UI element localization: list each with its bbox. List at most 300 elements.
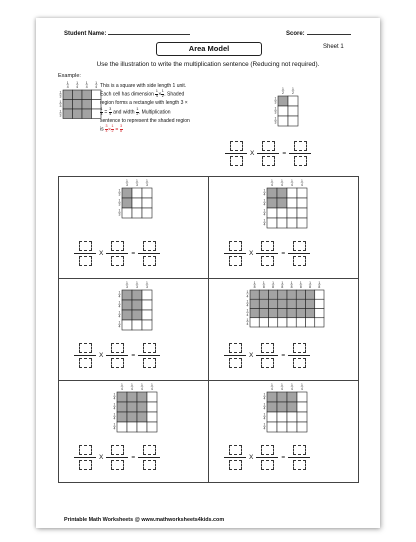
shaded-cell bbox=[267, 402, 277, 412]
row-fraction-label bbox=[118, 321, 121, 329]
grid-cell bbox=[147, 392, 157, 402]
grid-cell bbox=[297, 402, 307, 412]
svg-text:1: 1 bbox=[263, 412, 266, 417]
answer-blank[interactable] bbox=[143, 445, 156, 455]
grid-cell bbox=[296, 318, 305, 327]
column-fraction-label bbox=[263, 281, 266, 289]
row-fraction-label bbox=[246, 318, 249, 326]
svg-text:8: 8 bbox=[318, 285, 321, 290]
shaded-cell bbox=[287, 290, 296, 299]
shaded-cell bbox=[63, 109, 73, 119]
problem-3 bbox=[208, 176, 359, 279]
answer-blank[interactable] bbox=[229, 445, 242, 455]
shaded-cell bbox=[267, 392, 277, 402]
answer-blank[interactable] bbox=[111, 358, 124, 368]
grid-cell bbox=[287, 422, 297, 432]
svg-text:1: 1 bbox=[66, 81, 69, 85]
shaded-cell bbox=[287, 392, 297, 402]
row-fraction-label bbox=[246, 299, 249, 307]
svg-text:1: 1 bbox=[141, 383, 143, 387]
column-fraction-label bbox=[281, 281, 284, 289]
svg-text:1: 1 bbox=[263, 208, 266, 213]
grid-cell bbox=[287, 198, 297, 208]
svg-text:4: 4 bbox=[141, 387, 143, 392]
problem-6 bbox=[58, 380, 209, 483]
svg-text:1: 1 bbox=[309, 281, 312, 285]
svg-text:1: 1 bbox=[291, 179, 293, 183]
svg-text:1: 1 bbox=[263, 198, 266, 203]
svg-text:8: 8 bbox=[290, 285, 293, 290]
grid-cell bbox=[269, 318, 278, 327]
shaded-cell bbox=[73, 90, 83, 100]
svg-text:1: 1 bbox=[113, 402, 116, 407]
row-fraction-label bbox=[59, 100, 62, 108]
grid-cell bbox=[287, 218, 297, 228]
svg-text:1: 1 bbox=[272, 281, 275, 285]
column-fraction-label bbox=[281, 383, 284, 391]
svg-text:8: 8 bbox=[281, 285, 284, 290]
shaded-cell bbox=[287, 309, 296, 318]
shaded-cell bbox=[278, 299, 287, 308]
svg-text:1: 1 bbox=[253, 281, 256, 285]
svg-text:2: 2 bbox=[292, 91, 294, 96]
row-fraction-label bbox=[263, 189, 266, 197]
grid-cell bbox=[117, 422, 127, 432]
svg-text:4: 4 bbox=[76, 85, 79, 90]
grid-cell bbox=[287, 208, 297, 218]
row-fraction-label bbox=[263, 393, 266, 401]
svg-text:4: 4 bbox=[246, 294, 249, 299]
shaded-cell bbox=[306, 309, 315, 318]
shaded-cell bbox=[250, 309, 259, 318]
shaded-cell bbox=[287, 402, 297, 412]
shaded-cell bbox=[277, 198, 287, 208]
shaded-cell bbox=[296, 309, 305, 318]
svg-text:3: 3 bbox=[118, 192, 121, 197]
svg-text:1: 1 bbox=[59, 109, 62, 114]
grid-cell bbox=[259, 318, 268, 327]
grid-cell bbox=[142, 290, 152, 300]
answer-blank[interactable] bbox=[293, 358, 306, 368]
row-fraction-label bbox=[118, 301, 121, 309]
svg-text:1: 1 bbox=[263, 188, 266, 193]
svg-text:4: 4 bbox=[95, 85, 98, 90]
svg-text:1: 1 bbox=[318, 281, 321, 285]
score-field: Score: bbox=[286, 31, 351, 37]
grid-cell bbox=[142, 320, 152, 330]
column-fraction-label bbox=[126, 281, 129, 289]
answer-blank[interactable] bbox=[229, 343, 242, 353]
answer-blank[interactable] bbox=[79, 460, 92, 470]
answer-blank[interactable] bbox=[143, 256, 156, 266]
column-fraction-label bbox=[136, 281, 139, 289]
grid-cell bbox=[122, 320, 132, 330]
frac-cell-x: $\frac{1}{4}$ bbox=[155, 89, 158, 99]
svg-text:3: 3 bbox=[146, 285, 148, 290]
grid-cell bbox=[306, 318, 315, 327]
svg-text:3: 3 bbox=[274, 120, 277, 125]
svg-text:4: 4 bbox=[263, 212, 266, 217]
shaded-cell bbox=[250, 290, 259, 299]
example-grid bbox=[58, 81, 102, 133]
grid-cell bbox=[132, 198, 142, 208]
column-fraction-label bbox=[131, 383, 134, 391]
problem-2 bbox=[58, 176, 209, 279]
shaded-cell bbox=[132, 290, 142, 300]
shaded-cell bbox=[296, 299, 305, 308]
answer-blank[interactable] bbox=[79, 241, 92, 251]
svg-text:1: 1 bbox=[118, 208, 121, 213]
svg-text:1: 1 bbox=[263, 422, 266, 427]
student-name-field: Student Name: bbox=[64, 31, 190, 37]
svg-text:4: 4 bbox=[118, 304, 121, 309]
svg-text:1: 1 bbox=[246, 299, 249, 304]
problem-3-grid bbox=[255, 179, 315, 239]
grid-cell bbox=[132, 188, 142, 198]
column-fraction-label bbox=[141, 383, 144, 391]
svg-text:4: 4 bbox=[151, 387, 153, 392]
shaded-cell bbox=[122, 300, 132, 310]
grid-cell bbox=[122, 208, 132, 218]
shaded-cell bbox=[82, 90, 92, 100]
grid-cell bbox=[142, 188, 152, 198]
shaded-cell bbox=[122, 188, 132, 198]
shaded-cell bbox=[63, 100, 73, 110]
row-fraction-label bbox=[246, 309, 249, 317]
answer-blank[interactable] bbox=[79, 445, 92, 455]
svg-text:1: 1 bbox=[282, 87, 284, 91]
shaded-cell bbox=[259, 290, 268, 299]
grid-cell bbox=[297, 188, 307, 198]
svg-text:1: 1 bbox=[118, 320, 121, 325]
page-title: Area Model bbox=[156, 42, 262, 56]
svg-text:1: 1 bbox=[281, 383, 283, 387]
answer-blank[interactable] bbox=[230, 141, 243, 151]
column-fraction-label bbox=[136, 179, 139, 187]
grid-cell bbox=[297, 198, 307, 208]
svg-text:3: 3 bbox=[274, 100, 277, 105]
grid-cell bbox=[142, 300, 152, 310]
answer-blank[interactable] bbox=[143, 343, 156, 353]
column-fraction-label bbox=[76, 81, 79, 89]
grid-cell bbox=[315, 309, 324, 318]
svg-text:1: 1 bbox=[136, 281, 138, 285]
column-fraction-label bbox=[121, 383, 124, 391]
svg-text:4: 4 bbox=[118, 294, 121, 299]
answer-blank[interactable] bbox=[293, 460, 306, 470]
row-fraction-label bbox=[263, 209, 266, 217]
svg-text:3: 3 bbox=[136, 183, 138, 188]
problem-5-answer: X = bbox=[224, 343, 310, 368]
answer-blank[interactable] bbox=[229, 358, 242, 368]
grid-cell bbox=[277, 208, 287, 218]
shaded-cell bbox=[127, 392, 137, 402]
answer-blank[interactable] bbox=[143, 358, 156, 368]
grid-cell bbox=[287, 412, 297, 422]
shaded-cell bbox=[132, 310, 142, 320]
shaded-cell bbox=[259, 309, 268, 318]
svg-text:4: 4 bbox=[246, 312, 249, 317]
row-fraction-label bbox=[263, 403, 266, 411]
svg-text:4: 4 bbox=[246, 303, 249, 308]
grid-cell bbox=[267, 208, 277, 218]
answer-blank[interactable] bbox=[293, 256, 306, 266]
answer-blank[interactable] bbox=[111, 460, 124, 470]
row-fraction-label bbox=[274, 107, 277, 115]
example-explanation: This is a square with side length 1 unit. Each cell has dimension $\frac{1}{4}$ × $\frac{1}{2}$ . Shaded region forms a rectangle with length 3 × $\frac{1}{4}$ = $\frac{3}{4}$ and width $\frac{1}{2}$ . Multiplication sentence to represent the shaded region is $\frac{3}{4}$ × $\frac{1}{2}$ = $\frac{3}{8}$ bbox=[100, 83, 190, 134]
grid-cell bbox=[297, 208, 307, 218]
svg-text:8: 8 bbox=[253, 285, 256, 290]
score-line bbox=[307, 34, 351, 35]
svg-text:3: 3 bbox=[126, 183, 128, 188]
shaded-cell bbox=[127, 402, 137, 412]
row-fraction-label bbox=[263, 219, 266, 227]
grid-cell bbox=[277, 412, 287, 422]
row-fraction-label bbox=[113, 413, 116, 421]
answer-blank[interactable] bbox=[230, 156, 243, 166]
svg-text:4: 4 bbox=[113, 416, 116, 421]
row-fraction-label bbox=[118, 291, 121, 299]
shaded-cell bbox=[267, 198, 277, 208]
answer-blank[interactable] bbox=[229, 241, 242, 251]
grid-cell bbox=[267, 412, 277, 422]
svg-text:4: 4 bbox=[113, 396, 116, 401]
column-fraction-label bbox=[291, 179, 294, 187]
svg-text:4: 4 bbox=[121, 387, 123, 392]
answer-blank[interactable] bbox=[261, 358, 274, 368]
svg-text:1: 1 bbox=[274, 96, 277, 101]
answer-blank[interactable] bbox=[294, 141, 307, 151]
svg-text:1: 1 bbox=[271, 383, 273, 387]
shaded-cell bbox=[117, 392, 127, 402]
svg-text:4: 4 bbox=[85, 85, 88, 90]
shaded-cell bbox=[122, 198, 132, 208]
svg-text:4: 4 bbox=[281, 183, 283, 188]
answer-blank[interactable] bbox=[111, 445, 124, 455]
row-fraction-label bbox=[263, 423, 266, 431]
svg-text:1: 1 bbox=[299, 281, 302, 285]
answer-blank[interactable] bbox=[79, 256, 92, 266]
grid-cell bbox=[267, 218, 277, 228]
grid-cell bbox=[142, 198, 152, 208]
shaded-cell bbox=[306, 299, 315, 308]
grid-cell bbox=[278, 116, 288, 126]
frac-cell-y: $\frac{1}{2}$ bbox=[161, 89, 164, 99]
row-fraction-label bbox=[274, 97, 277, 105]
svg-text:8: 8 bbox=[272, 285, 275, 290]
answer-blank[interactable] bbox=[79, 358, 92, 368]
column-fraction-label bbox=[290, 281, 293, 289]
svg-text:3: 3 bbox=[59, 94, 62, 99]
svg-text:8: 8 bbox=[262, 285, 265, 290]
problem-1 bbox=[210, 85, 361, 177]
shaded-cell bbox=[278, 309, 287, 318]
column-fraction-label bbox=[126, 179, 129, 187]
shaded-cell bbox=[250, 299, 259, 308]
column-fraction-label bbox=[281, 179, 284, 187]
problem-4-grid bbox=[105, 281, 165, 341]
problem-1-answer: X = bbox=[225, 141, 311, 166]
svg-text:1: 1 bbox=[263, 402, 266, 407]
grid-cell bbox=[142, 310, 152, 320]
grid-cell bbox=[288, 96, 298, 106]
shaded-cell bbox=[267, 188, 277, 198]
svg-text:1: 1 bbox=[246, 317, 249, 322]
shaded-cell bbox=[122, 310, 132, 320]
column-fraction-label bbox=[272, 281, 275, 289]
svg-text:1: 1 bbox=[274, 106, 277, 111]
svg-text:1: 1 bbox=[151, 383, 153, 387]
grid-cell bbox=[297, 218, 307, 228]
svg-text:1: 1 bbox=[118, 290, 121, 295]
grid-cell bbox=[297, 422, 307, 432]
column-fraction-label bbox=[146, 281, 149, 289]
shaded-cell bbox=[137, 402, 147, 412]
svg-text:4: 4 bbox=[263, 426, 266, 431]
column-fraction-label bbox=[301, 179, 304, 187]
problem-2-answer: X = bbox=[74, 241, 160, 266]
problem-4-answer: X = bbox=[74, 343, 160, 368]
problem-7-grid bbox=[255, 383, 315, 443]
answer-blank[interactable] bbox=[229, 256, 242, 266]
problem-7 bbox=[208, 380, 359, 483]
grid-cell bbox=[137, 422, 147, 432]
grid-cell bbox=[287, 318, 296, 327]
shaded-cell bbox=[137, 392, 147, 402]
svg-text:1: 1 bbox=[131, 383, 133, 387]
grid-cell bbox=[278, 318, 287, 327]
svg-text:4: 4 bbox=[246, 322, 249, 327]
answer-blank[interactable] bbox=[79, 343, 92, 353]
shaded-cell bbox=[278, 290, 287, 299]
svg-text:4: 4 bbox=[66, 85, 69, 90]
svg-text:4: 4 bbox=[291, 387, 293, 392]
frac-length-total: $\frac{3}{4}$ bbox=[109, 106, 112, 116]
row-fraction-label bbox=[118, 209, 121, 217]
svg-text:4: 4 bbox=[113, 406, 116, 411]
answer-blank[interactable] bbox=[261, 241, 274, 251]
column-fraction-label bbox=[282, 87, 285, 95]
grid-cell bbox=[277, 218, 287, 228]
answer-blank[interactable] bbox=[111, 256, 124, 266]
svg-text:4: 4 bbox=[291, 183, 293, 188]
svg-text:3: 3 bbox=[126, 285, 128, 290]
shaded-cell bbox=[73, 109, 83, 119]
svg-text:1: 1 bbox=[59, 90, 62, 95]
answer-blank[interactable] bbox=[143, 460, 156, 470]
svg-text:1: 1 bbox=[281, 281, 284, 285]
svg-text:3: 3 bbox=[274, 110, 277, 115]
answer-blank[interactable] bbox=[111, 343, 124, 353]
row-fraction-label bbox=[113, 403, 116, 411]
answer-blank[interactable] bbox=[293, 343, 306, 353]
svg-text:1: 1 bbox=[246, 308, 249, 313]
svg-text:1: 1 bbox=[146, 179, 148, 183]
frac-length-unit: $\frac{1}{4}$ bbox=[100, 106, 103, 116]
answer-blank[interactable] bbox=[293, 241, 306, 251]
answer-blank[interactable] bbox=[261, 256, 274, 266]
column-fraction-label bbox=[146, 179, 149, 187]
answer-blank[interactable] bbox=[261, 460, 274, 470]
shaded-cell bbox=[82, 100, 92, 110]
svg-text:1: 1 bbox=[281, 179, 283, 183]
svg-text:3: 3 bbox=[118, 212, 121, 217]
grid-cell bbox=[132, 208, 142, 218]
svg-text:1: 1 bbox=[118, 300, 121, 305]
svg-text:4: 4 bbox=[263, 192, 266, 197]
shaded-cell bbox=[117, 412, 127, 422]
answer-blank[interactable] bbox=[229, 460, 242, 470]
grid-cell bbox=[288, 106, 298, 116]
grid-cell bbox=[142, 208, 152, 218]
answer-blank[interactable] bbox=[143, 241, 156, 251]
answer-blank[interactable] bbox=[111, 241, 124, 251]
grid-cell bbox=[315, 290, 324, 299]
shaded-cell bbox=[306, 290, 315, 299]
answer-blank[interactable] bbox=[262, 141, 275, 151]
shaded-cell bbox=[63, 90, 73, 100]
column-fraction-label bbox=[85, 81, 88, 89]
answer-blank[interactable] bbox=[293, 445, 306, 455]
svg-text:4: 4 bbox=[263, 222, 266, 227]
svg-text:4: 4 bbox=[118, 314, 121, 319]
column-fraction-label bbox=[292, 87, 295, 95]
svg-text:8: 8 bbox=[309, 285, 312, 290]
shaded-cell bbox=[127, 412, 137, 422]
problem-6-grid bbox=[105, 383, 165, 443]
svg-text:1: 1 bbox=[292, 87, 294, 91]
svg-text:1: 1 bbox=[118, 188, 121, 193]
answer-blank[interactable] bbox=[294, 156, 307, 166]
column-fraction-label bbox=[95, 81, 98, 89]
grid-cell bbox=[250, 318, 259, 327]
problem-5 bbox=[208, 278, 359, 381]
svg-text:4: 4 bbox=[113, 426, 116, 431]
shaded-cell bbox=[259, 299, 268, 308]
answer-blank[interactable] bbox=[261, 343, 274, 353]
svg-text:1: 1 bbox=[118, 198, 121, 203]
grid-cell bbox=[297, 412, 307, 422]
row-fraction-label bbox=[59, 90, 62, 98]
answer-blank[interactable] bbox=[262, 156, 275, 166]
svg-text:4: 4 bbox=[263, 202, 266, 207]
svg-text:1: 1 bbox=[262, 281, 265, 285]
problem-6-answer: X = bbox=[74, 445, 160, 470]
svg-text:1: 1 bbox=[246, 290, 249, 295]
svg-text:1: 1 bbox=[59, 99, 62, 104]
svg-text:1: 1 bbox=[126, 281, 128, 285]
column-fraction-label bbox=[66, 81, 69, 89]
svg-text:1: 1 bbox=[113, 422, 116, 427]
svg-text:4: 4 bbox=[301, 387, 303, 392]
row-fraction-label bbox=[246, 290, 249, 298]
shaded-cell bbox=[277, 392, 287, 402]
grid-cell bbox=[315, 299, 324, 308]
answer-blank[interactable] bbox=[261, 445, 274, 455]
example-label: Example: bbox=[58, 73, 81, 79]
column-fraction-label bbox=[271, 383, 274, 391]
grid-cell bbox=[147, 412, 157, 422]
svg-text:3: 3 bbox=[136, 285, 138, 290]
shaded-cell bbox=[73, 100, 83, 110]
row-fraction-label bbox=[118, 199, 121, 207]
column-fraction-label bbox=[318, 281, 321, 289]
frac-width: $\frac{1}{2}$ bbox=[136, 106, 139, 116]
row-fraction-label bbox=[113, 423, 116, 431]
shaded-cell bbox=[269, 290, 278, 299]
svg-text:4: 4 bbox=[281, 387, 283, 392]
svg-text:4: 4 bbox=[301, 183, 303, 188]
